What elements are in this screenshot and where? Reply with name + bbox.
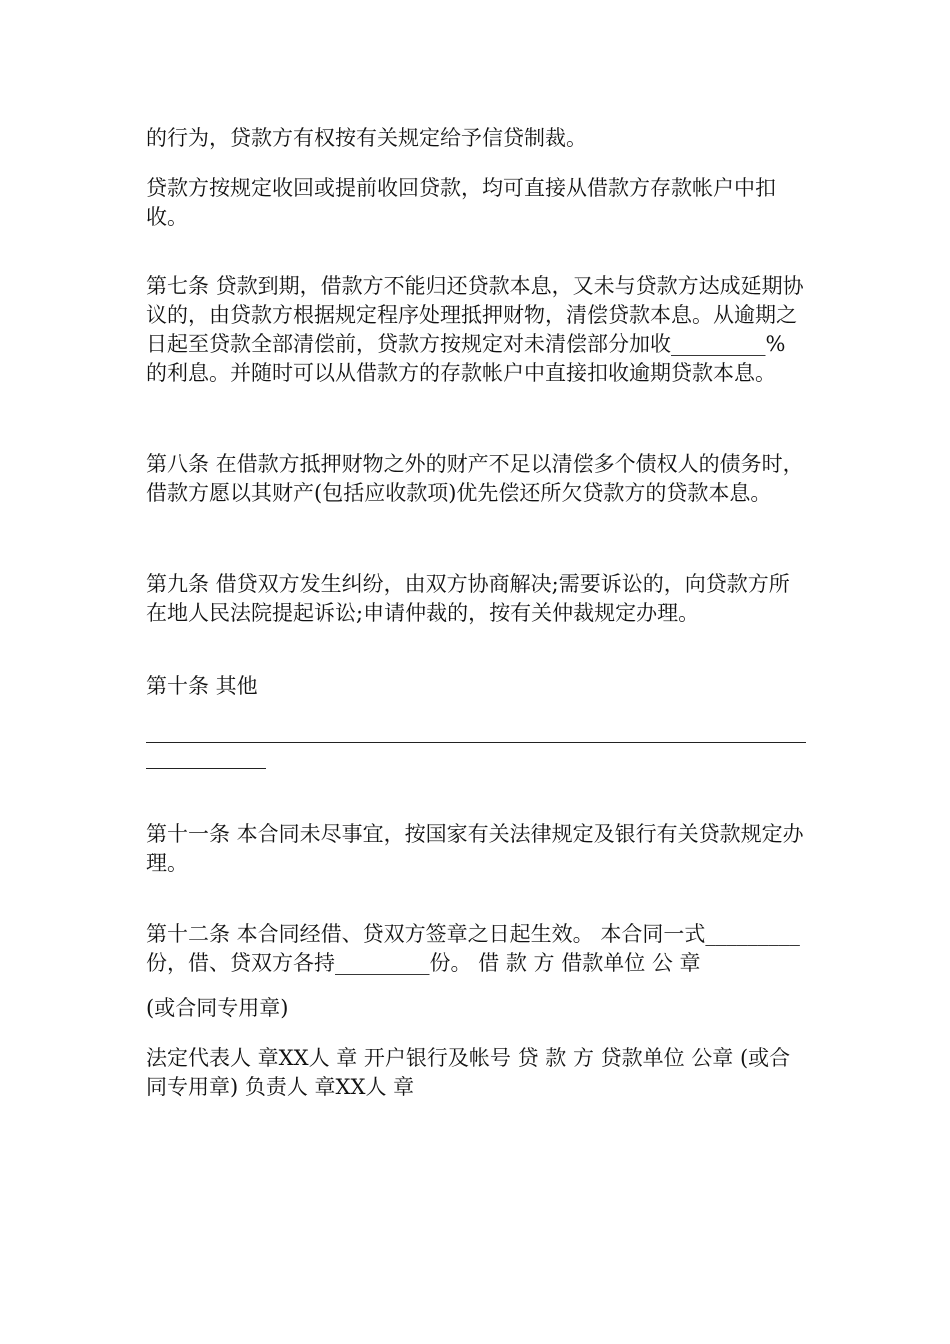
article-10: 第十条 其他 (146, 674, 258, 698)
article-12: 第十二条 本合同经借、贷双方签章之日起生效。 本合同一式_________份，借、贷双方各持_________份。 借 款 方 借款单位 公 章 (146, 922, 800, 975)
signature-block: 法定代表人 章XX人 章 开户银行及帐号 贷 款 方 贷款单位 公章 (或合同专用章) 负责人 章XX人 章 (146, 1046, 791, 1099)
paragraph-deduction: 贷款方按规定收回或提前收回贷款，均可直接从借款方存款帐户中扣收。 (146, 176, 776, 229)
article-7: 第七条 贷款到期，借款方不能归还贷款本息，又未与贷款方达成延期协议的，由贷款方根据规定程序处理抵押财物，清偿贷款本息。从逾期之日起至贷款全部清偿前，贷款方按规定对未清偿部分加收_________%的利息。并随时可以从借款方的存款帐户中直接扣收逾期贷款本息。 (146, 274, 804, 385)
article-8: 第八条 在借款方抵押财物之外的财产不足以清偿多个债权人的债务时，借款方愿以其财产(包括应收款项)优先偿还所欠贷款方的贷款本息。 (146, 452, 804, 505)
paragraph-credit-sanction: 的行为，贷款方有权按有关规定给予信贷制裁。 (146, 126, 587, 150)
blank-line-1 (146, 742, 806, 743)
article-11: 第十一条 本合同未尽事宜，按国家有关法律规定及银行有关贷款规定办理。 (146, 822, 804, 875)
seal-note: (或合同专用章) (146, 996, 289, 1020)
article-9: 第九条 借贷双方发生纠纷，由双方协商解决;需要诉讼的，向贷款方所在地人民法院提起诉讼;申请仲裁的，按有关仲裁规定办理。 (146, 572, 790, 625)
blank-line-2 (146, 768, 266, 769)
